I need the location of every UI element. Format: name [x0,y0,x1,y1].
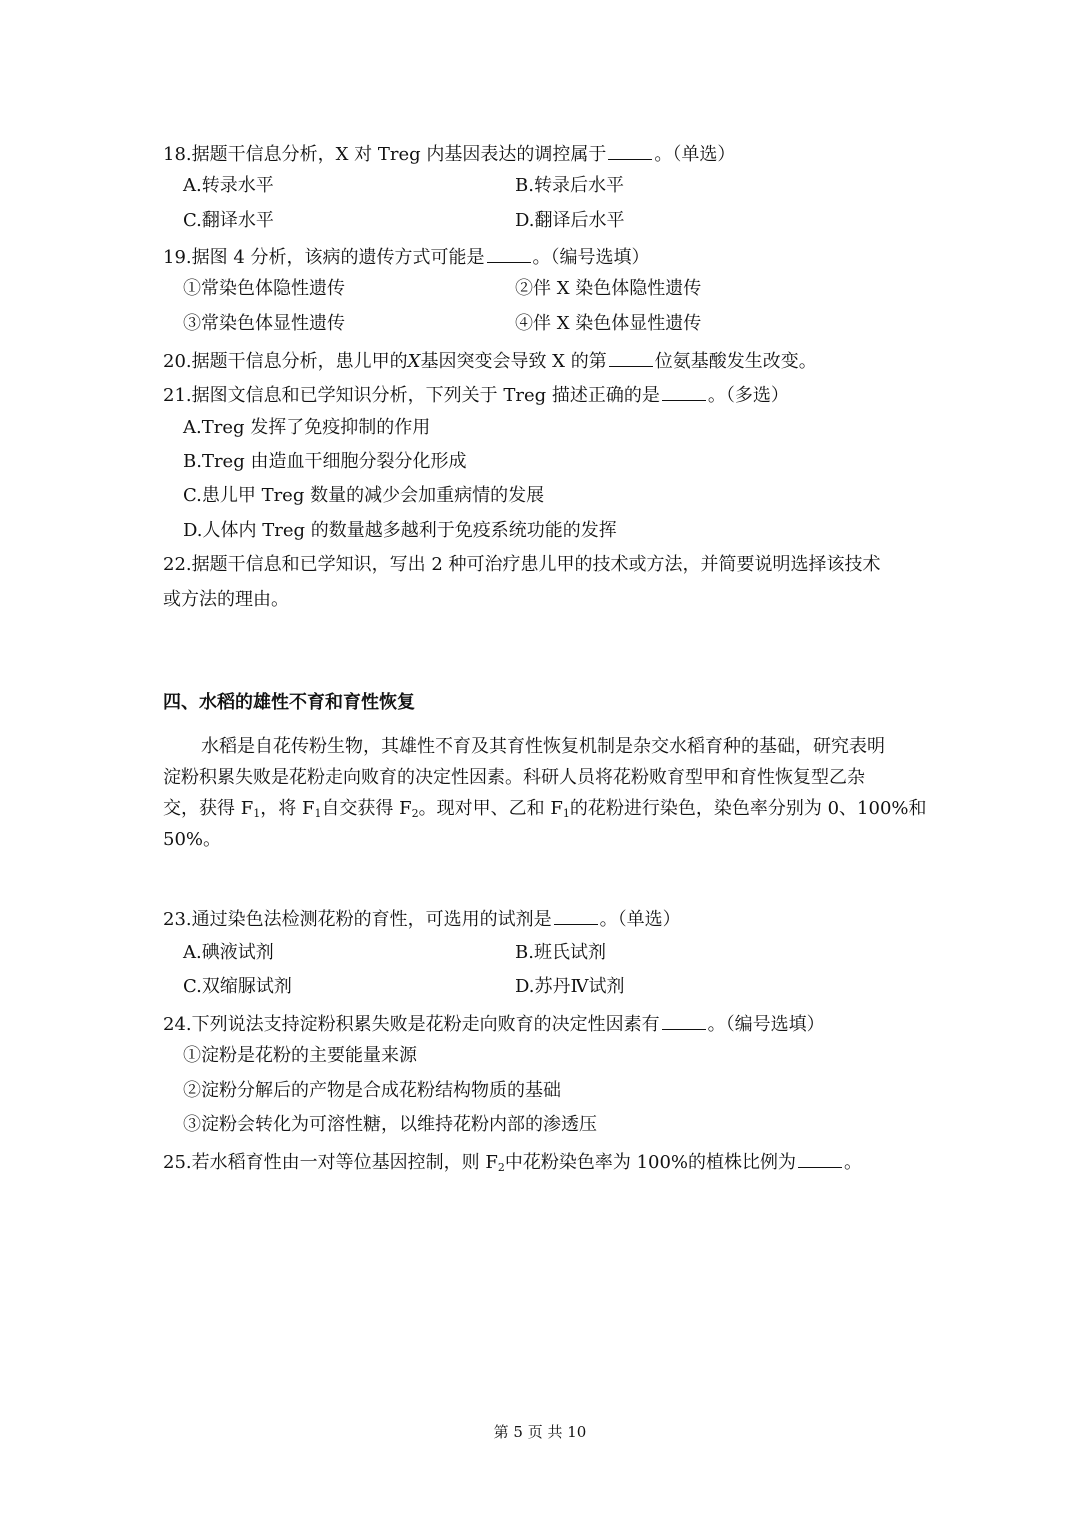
q21-option-c: C.患儿甲 Treg 数量的减少会加重病情的发展 [183,485,545,506]
q18-option-c: C.翻译水平 [183,210,274,231]
q23-option-a: A.碘液试剂 [183,942,274,963]
question-19: 19.据图 4 分析，该病的遗传方式可能是 。（编号选填） [163,244,650,269]
q19-option-1: ①常染色体隐性遗传 [183,278,345,299]
q18-option-d: D.翻译后水平 [515,210,625,231]
answer-blank[interactable] [662,1011,706,1030]
section-paragraph: 水稻是自花传粉生物，其雄性不育及其育性恢复机制是杂交水稻育种的基础，研究表明 淀粉积累失败是花粉走向败育的决定性因素。科研人员将花粉败育型甲和育性恢复型乙杂 交，获得 $F_1$，将 $F_1$自交获得 $F_2$。现对甲、乙和 $F_1$的花粉进行染色，染色率分别为 0、100%和 50%。 [163,736,927,850]
answer-blank[interactable] [554,906,598,925]
question-22-line-1: 22.据题干信息和已学知识，写出 2 种可治疗患儿甲的技术或方法，并简要说明选择该技术 [163,554,881,575]
q21-option-d: D.人体内 Treg 的数量越多越利于免疫系统功能的发挥 [183,520,617,541]
question-25: 25.若水稻育性由一对等位基因控制，则 $F_2$中花粉染色率为 100%的植株比例为 。 [163,1149,862,1174]
q24-option-1: ①淀粉是花粉的主要能量来源 [183,1045,417,1066]
q21-option-b: B.Treg 由造血干细胞分裂分化形成 [183,451,467,472]
q19-option-2: ②伴 X 染色体隐性遗传 [515,278,702,299]
question-23: 23.通过染色法检测花粉的育性，可选用的试剂是 。（单选） [163,906,681,931]
answer-blank[interactable] [798,1149,842,1168]
page-number: 第 5 页 共 10 [493,1423,587,1441]
answer-blank[interactable] [662,382,706,401]
answer-blank[interactable] [609,348,653,367]
q24-option-2: ②淀粉分解后的产物是合成花粉结构物质的基础 [183,1080,561,1101]
question-20: 20.据题干信息分析，患儿甲的X基因突变会导致 X 的第 位氨基酸发生改变。 [163,348,817,373]
question-18: 18.据题干信息分析，X 对 Treg 内基因表达的调控属于 。（单选） [163,141,735,166]
q24-option-3: ③淀粉会转化为可溶性糖，以维持花粉内部的渗透压 [183,1114,597,1135]
q23-option-c: C.双缩脲试剂 [183,976,292,997]
q23-option-b: B.班氏试剂 [515,942,606,963]
q21-option-a: A.Treg 发挥了免疫抑制的作用 [183,417,431,438]
answer-blank[interactable] [487,244,531,263]
q18-option-a: A.转录水平 [183,175,274,196]
section-heading: 四、水稻的雄性不育和育性恢复 [163,692,415,713]
q19-option-4: ④伴 X 染色体显性遗传 [515,313,702,334]
q18-option-b: B.转录后水平 [515,175,624,196]
q23-option-d: D.苏丹Ⅳ试剂 [515,976,625,997]
question-24: 24.下列说法支持淀粉积累失败是花粉走向败育的决定性因素有 。（编号选填） [163,1011,825,1036]
answer-blank[interactable] [608,141,652,160]
question-21: 21.据图文信息和已学知识分析，下列关于 Treg 描述正确的是 。（多选） [163,382,789,407]
q19-option-3: ③常染色体显性遗传 [183,313,345,334]
question-22-line-2: 或方法的理由。 [163,589,289,610]
